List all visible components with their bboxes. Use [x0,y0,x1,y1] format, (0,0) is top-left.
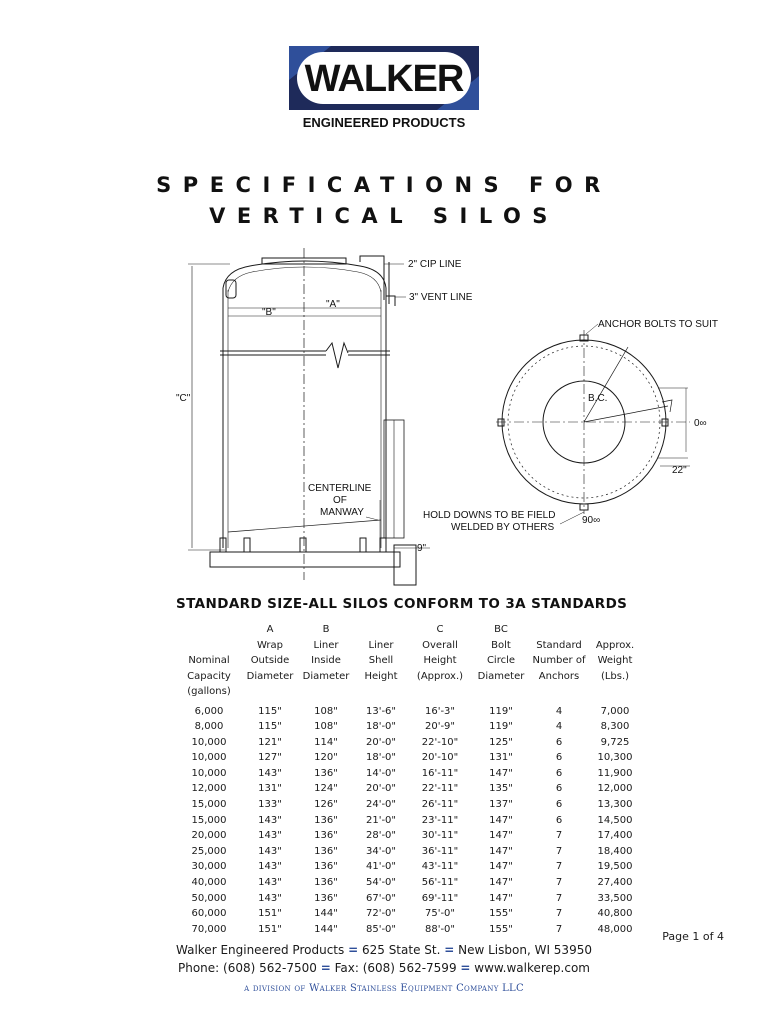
table-cell: 7 [555,845,563,857]
table-cell: 60,000 [191,908,227,920]
table-cell: 155" [489,923,513,935]
column-header-line [530,622,588,638]
table-cell: 121" [258,736,282,748]
column-header-line: Height [364,670,398,682]
table-cell: 22'-10" [421,736,459,748]
break-symbol [326,343,348,368]
column-header-line: BC [494,624,508,635]
column-header-line: Diameter [246,670,294,682]
label-zero-degrees: 0∞ [694,418,707,429]
footer-address: 625 State St. [361,943,441,957]
column-header-line: Height [423,655,457,666]
column-header-line: C [436,624,444,635]
cone-bottom [228,520,381,532]
table-cell: 147" [489,767,513,779]
footer-fax: Fax: (608) 562-7599 [334,961,457,975]
label-dim-b: "B" [262,307,276,318]
table-header [176,622,642,704]
column-header-line [408,684,472,700]
table-cell: 25,000 [191,845,227,857]
table-cell: 50,000 [191,892,227,904]
table-row [176,844,642,860]
column-header-line: Nominal [188,655,230,666]
column-header-line: Diameter [477,670,525,682]
table-cell: 6 [555,752,563,764]
table-cell: 15,000 [191,814,227,826]
table-cell: 12,000 [191,783,227,795]
table-cell: 43'-11" [421,861,459,873]
table-cell: 131" [489,752,513,764]
table-cell: 143" [258,892,282,904]
table-cell: 7 [555,923,563,935]
table-cell: 7 [555,892,563,904]
column-header-line: B [322,624,330,635]
table-cell: 12,000 [597,783,633,795]
foundation-step [394,545,416,585]
table-cell: 21'-0" [365,814,397,826]
table-cell: 136" [314,892,338,904]
table-cell: 4 [555,705,563,717]
table-cell: 26'-11" [421,799,459,811]
footer-company: Walker Engineered Products [176,943,345,957]
column-header [472,622,530,704]
table-row [176,875,642,891]
table-cell: 14'-0" [365,767,397,779]
table-cell: 40,000 [191,877,227,889]
table-cell: 6 [555,736,563,748]
label-vent-line: 3" VENT LINE [409,292,473,303]
column-header-line [176,638,242,654]
table-cell: 20'-0" [365,783,397,795]
column-header-line: (Approx.) [416,670,464,682]
table-cell: 69'-11" [421,892,459,904]
table-cell: 8,300 [600,721,630,733]
table-cell: 18'-0" [365,752,397,764]
column-header-line: Liner [313,639,339,651]
table-cell: 24'-0" [365,799,397,811]
column-header-line [588,622,642,638]
table-cell: 34'-0" [365,845,397,857]
table-cell: 28'-0" [365,830,397,842]
silo-plan-view [496,324,690,524]
page-number: Page 1 of 4 [662,930,724,943]
label-dim-9: 9" [417,543,427,554]
table-cell: 147" [489,892,513,904]
table-cell: 4 [555,721,563,733]
column-header-line: (Lbs.) [600,670,630,682]
column-header [298,622,354,704]
footer-separator: = [460,961,471,975]
table-cell: 108" [314,705,338,717]
table-cell: 127" [258,752,282,764]
foundation-pad [210,552,400,567]
table-cell: 120" [314,752,338,764]
table-cell: 119" [489,721,513,733]
table-cell: 18,400 [597,845,633,857]
footer-phone: Phone: (608) 562-7500 [178,961,317,975]
footer-website-link[interactable]: www.walkerep.com [474,961,590,975]
table-row [176,719,642,735]
table-cell: 67'-0" [365,892,397,904]
table-cell: 136" [314,830,338,842]
table-cell: 13,300 [597,799,633,811]
table-cell: 10,000 [191,736,227,748]
table-cell: 155" [489,908,513,920]
table-cell: 131" [258,783,282,795]
table-row [176,781,642,797]
table-cell: 151" [258,908,282,920]
column-header-line: Inside [311,655,341,666]
table-row [176,735,642,751]
column-header-line [472,684,530,700]
table-cell: 108" [314,721,338,733]
table-row [176,922,642,938]
column-header-line: Outside [250,655,290,666]
table-cell: 124" [314,783,338,795]
table-cell: 13'-6" [365,705,397,717]
table-cell: 119" [489,705,513,717]
table-row [176,704,642,720]
walker-logo [287,44,481,132]
table-cell: 7 [555,877,563,889]
table-cell: 30'-11" [421,830,459,842]
table-cell: 147" [489,814,513,826]
table-cell: 33,500 [597,892,633,904]
table-header-row [176,622,642,704]
table-cell: 48,000 [597,923,633,935]
table-cell: 144" [314,908,338,920]
column-header-line: Diameter [302,670,350,682]
table-cell: 20'-10" [421,752,459,764]
label-centerline: CENTERLINE [308,483,372,494]
silo-diagram [0,238,768,588]
table-cell: 41'-0" [365,861,397,873]
table-cell: 16'-3" [424,705,456,717]
column-header-line: Weight [597,655,633,666]
column-header-line: Approx. [595,639,635,651]
tank-inner-dome [228,267,381,292]
table-cell: 7 [555,830,563,842]
table-cell: 147" [489,845,513,857]
table-cell: 115" [258,705,282,717]
table-row [176,891,642,907]
table-cell: 151" [258,923,282,935]
vent-line-pipe [386,296,395,306]
table-cell: 36'-11" [421,845,459,857]
label-cip-line: 2" CIP LINE [408,259,462,270]
table-row [176,859,642,875]
column-header-line: Number of [532,655,586,666]
table-row [176,813,642,829]
table-row [176,906,642,922]
table-cell: 40,800 [597,908,633,920]
table-cell: 143" [258,830,282,842]
table-row [176,750,642,766]
table-cell: 8,000 [194,721,224,733]
footer-city: New Lisbon, WI 53950 [458,943,592,957]
table-cell: 15,000 [191,799,227,811]
column-header-line [176,622,242,638]
table-cell: 7 [555,861,563,873]
table-cell: 6 [555,783,563,795]
table-cell: 56'-11" [421,877,459,889]
tank-dome [223,261,386,288]
column-header [530,622,588,704]
column-header-line: (gallons) [187,686,231,697]
table-cell: 147" [489,861,513,873]
table-cell: 136" [314,814,338,826]
bc-radius-line [584,347,628,422]
table-cell: 147" [489,830,513,842]
column-header-line [354,684,408,700]
column-header-line [242,684,298,700]
column-header-line: Circle [486,655,516,666]
table-cell: 136" [314,877,338,889]
column-header [354,622,408,704]
table-cell: 75'-0" [424,908,456,920]
column-header-line: A [266,624,274,635]
table-cell: 18'-0" [365,721,397,733]
table-cell: 144" [314,923,338,935]
footer-separator: = [444,943,455,957]
table-cell: 136" [314,845,338,857]
table-cell: 143" [258,814,282,826]
table-cell: 10,000 [191,767,227,779]
label-dim-a: "A" [326,299,340,310]
table-cell: 135" [489,783,513,795]
table-cell: 16'-11" [421,767,459,779]
label-hold-downs: HOLD DOWNS TO BE FIELD [423,510,556,521]
table-cell: 88'-0" [424,923,456,935]
table-cell: 54'-0" [365,877,397,889]
logo-tagline: ENGINEERED PRODUCTS [302,115,466,130]
label-centerline-manway: MANWAY [320,507,364,518]
table-cell: 72'-0" [365,908,397,920]
table-cell: 126" [314,799,338,811]
column-header-line: Bolt [491,639,511,651]
table-cell: 70,000 [191,923,227,935]
column-header-line: Liner [368,639,394,651]
label-ninety-degrees: 90∞ [582,515,601,526]
column-header-line: Anchors [538,670,580,682]
table-cell: 114" [314,736,338,748]
table-cell: 22'-11" [421,783,459,795]
table-row [176,766,642,782]
label-centerline-of: OF [333,495,347,506]
lifting-lug [226,280,236,298]
table-cell: 136" [314,861,338,873]
table-cell: 14,500 [597,814,633,826]
table-cell: 10,000 [191,752,227,764]
label-anchor-bolts: ANCHOR BOLTS TO SUIT [598,319,719,330]
table-cell: 6 [555,767,563,779]
footer-division-note: a division of Walker Stainless Equipment Company LLC [244,983,524,994]
table-cell: 133" [258,799,282,811]
column-header-line [354,622,408,638]
column-header-line: Wrap [256,639,284,651]
silo-spec-table [176,622,642,937]
table-cell: 143" [258,877,282,889]
table-cell: 9,725 [600,736,630,748]
table-cell: 85'-0" [365,923,397,935]
table-cell: 27,400 [597,877,633,889]
silo-elevation-view [188,248,430,585]
cip-line-pipe [360,256,384,300]
label-hold-downs-2: WELDED BY OTHERS [451,522,555,533]
table-cell: 115" [258,721,282,733]
table-body [176,704,642,938]
standards-heading: STANDARD SIZE-ALL SILOS CONFORM TO 3A STANDARDS [176,596,628,612]
column-header-line [588,684,642,700]
label-dim-c: "C" [176,393,191,404]
page-title-line-2: VERTICAL SILOS [209,204,559,228]
footer-separator: = [320,961,331,975]
table-cell: 30,000 [191,861,227,873]
table-cell: 147" [489,877,513,889]
table-row [176,828,642,844]
column-header [176,622,242,704]
table-cell: 23'-11" [421,814,459,826]
column-header-line: Overall [422,639,458,651]
table-cell: 136" [314,767,338,779]
table-cell: 143" [258,845,282,857]
footer-contact-line [0,961,768,975]
label-dim-22: 22" [672,465,687,476]
column-header-line: Shell [368,655,394,666]
table-row [176,797,642,813]
table-cell: 20'-0" [365,736,397,748]
table-cell: 6 [555,814,563,826]
table-cell: 17,400 [597,830,633,842]
column-header-line [530,684,588,700]
column-header-line: Standard [536,639,582,651]
column-header [408,622,472,704]
table-cell: 20'-9" [424,721,456,733]
column-header [242,622,298,704]
table-cell: 10,300 [597,752,633,764]
table-cell: 11,900 [597,767,633,779]
table-cell: 7 [555,908,563,920]
table-cell: 143" [258,767,282,779]
page-title-line-1: SPECIFICATIONS FOR [156,173,612,197]
table-cell: 7,000 [600,705,630,717]
logo-wordmark: WALKER [304,58,464,100]
footer-address-line [0,943,768,957]
table-cell: 143" [258,861,282,873]
table-cell: 19,500 [597,861,633,873]
column-header-line: Capacity [187,670,231,682]
table-cell: 20,000 [191,830,227,842]
table-cell: 6 [555,799,563,811]
footer-separator: = [348,943,359,957]
table-cell: 125" [489,736,513,748]
column-header [588,622,642,704]
label-bc: B.C. [588,393,608,404]
table-cell: 6,000 [194,705,224,717]
table-cell: 137" [489,799,513,811]
column-header-line [298,684,354,700]
